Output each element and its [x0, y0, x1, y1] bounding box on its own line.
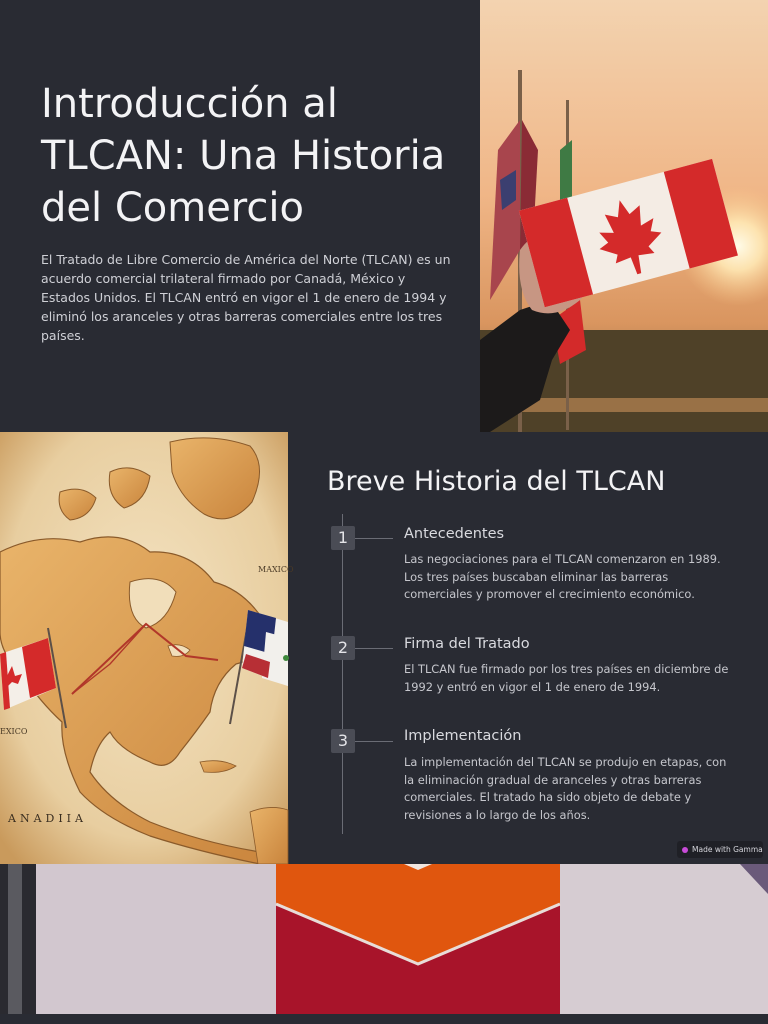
slide-intro [0, 0, 768, 432]
badge-label: Made with Gamma [692, 845, 763, 854]
step-description: Las negociaciones para el TLCAN comenzaron en 1989. Los tres países buscaban eliminar las barreras comerciales y promover el crecimiento económico. [404, 552, 721, 602]
map-label-left: EXICO [0, 727, 28, 736]
made-with-gamma-badge[interactable] [677, 841, 763, 858]
section-heading: Breve Historia del TLCAN [327, 466, 666, 497]
map-label-top: MAXICO [258, 565, 294, 574]
step-connector [355, 538, 393, 539]
step-number-badge: 2 [331, 636, 355, 660]
timeline-line [342, 514, 343, 834]
intro-paragraph: El Tratado de Libre Comercio de América del Norte (TLCAN) es un acuerdo comercial trilateral firmado por Canadá, México y Estados Unidos. El TLCAN entró en vigor el 1 de enero de 1994 y eliminó los aranceles y otras barreras comerciales entre los tres países. [41, 252, 451, 343]
footer-strip [0, 1014, 768, 1024]
step-connector [355, 648, 393, 649]
step-connector [355, 741, 393, 742]
canada-flag-sunset-photo [480, 0, 768, 432]
step-number-badge: 3 [331, 729, 355, 753]
step-description: La implementación del TLCAN se produjo en etapas, con la eliminación gradual de aranceles y otras barreras comerciales. El tratado ha sido objeto de debate y revisiones a lo largo de los años. [404, 755, 727, 822]
step-title: Antecedentes [404, 526, 505, 542]
map-label-bottom: ANADIIA [8, 812, 87, 825]
step-title: Implementación [404, 728, 522, 744]
step-number-badge: 1 [331, 526, 355, 550]
step-title: Firma del Tratado [404, 636, 530, 652]
north-america-map-image [0, 432, 294, 864]
step-description: El TLCAN fue firmado por los tres países en diciembre de 1992 y entró en vigor el 1 de enero de 1994. [404, 662, 729, 694]
slide-flag-image [0, 864, 768, 1014]
gamma-logo-icon [682, 847, 688, 853]
page-title: Introducción al TLCAN: Una Historia del Comercio [41, 81, 446, 231]
